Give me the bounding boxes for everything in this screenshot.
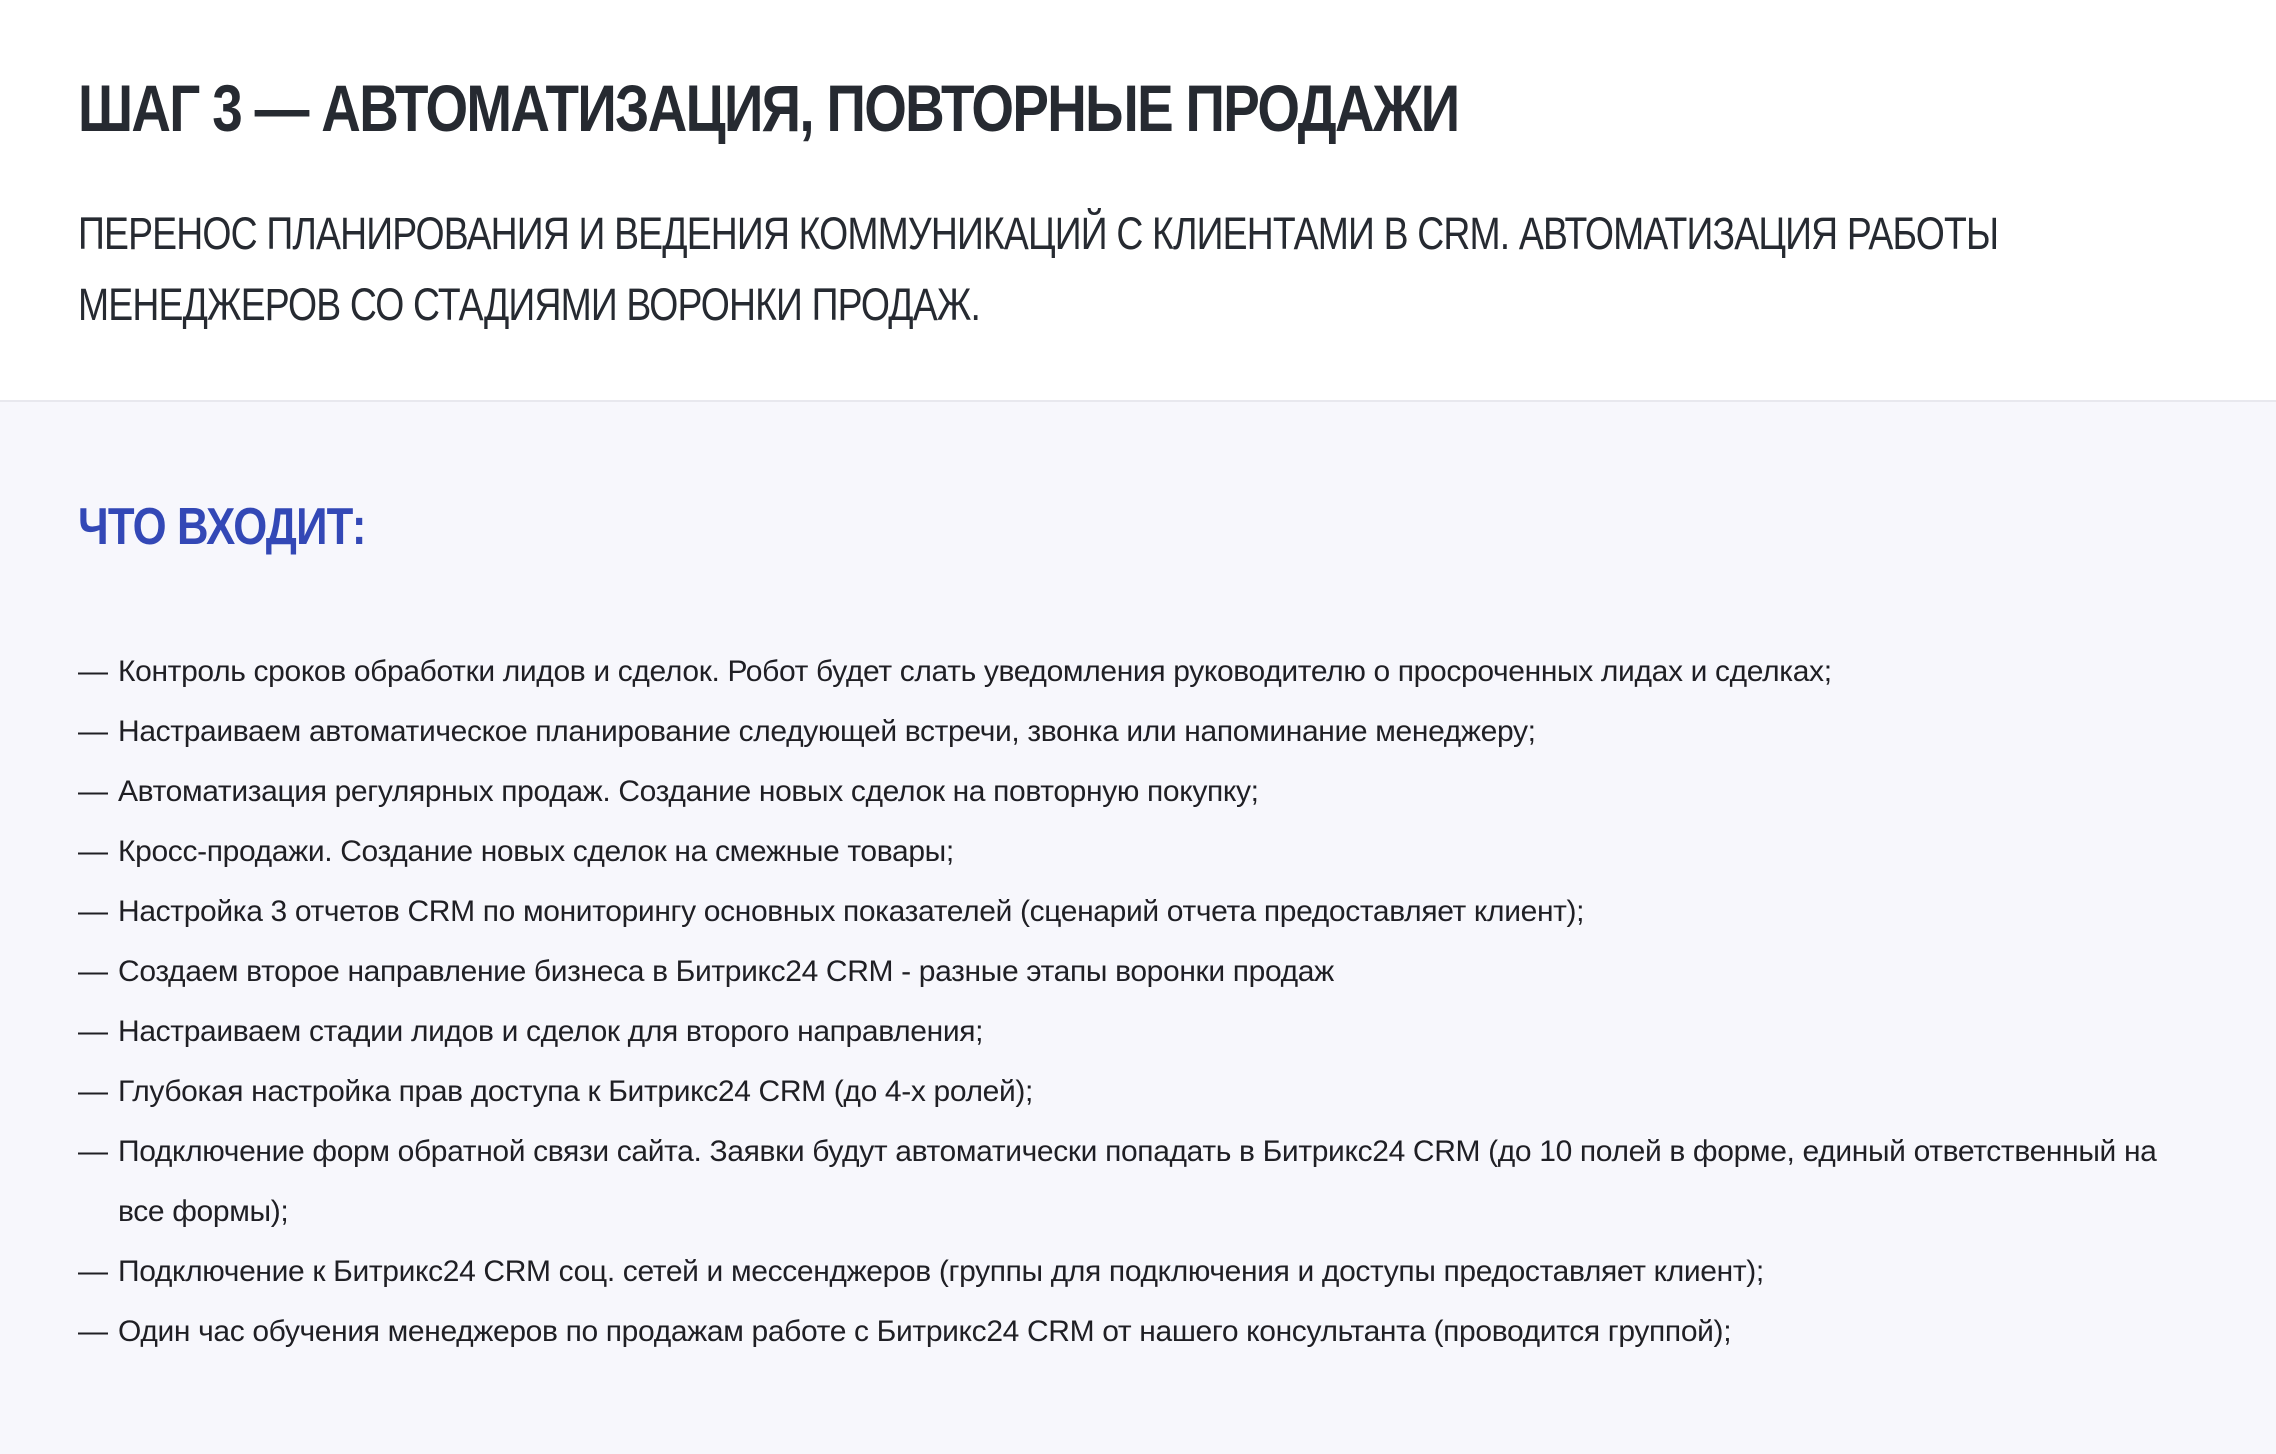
list-item [78, 882, 2198, 942]
list-item [78, 1062, 2198, 1122]
dash-marker: — [78, 955, 108, 988]
list-item [78, 762, 2198, 822]
list-item-text: Подключение форм обратной связи сайта. Заявки будут автоматически попадать в Битрикс24 CRM (до 10 полей в форме, единый ответственный на все формы); [118, 1135, 2157, 1228]
dash-marker: — [78, 1015, 108, 1048]
list-item [78, 1242, 2198, 1302]
list-item-text: Создаем второе направление бизнеса в Битрикс24 CRM - разные этапы воронки продаж [118, 955, 1334, 988]
list-item-text: Один час обучения менеджеров по продажам работе с Битрикс24 CRM от нашего консультанта (проводится группой); [118, 1315, 1732, 1348]
page-title: ШАГ 3 — АВТОМАТИЗАЦИЯ, ПОВТОРНЫЕ ПРОДАЖИ [78, 71, 1459, 145]
list-item-text: Глубокая настройка прав доступа к Битрикс24 CRM (до 4-х ролей); [118, 1075, 1034, 1108]
list-item [78, 822, 2198, 882]
page-subtitle: ПЕРЕНОС ПЛАНИРОВАНИЯ И ВЕДЕНИЯ КОММУНИКАЦИЙ С КЛИЕНТАМИ В CRM. АВТОМАТИЗАЦИЯ РАБОТЫ МЕНЕДЖЕРОВ СО СТАДИЯМИ ВОРОНКИ ПРОДАЖ. [78, 208, 1999, 330]
list-item-text: Настраиваем автоматическое планирование следующей встречи, звонка или напоминание менеджеру; [118, 715, 1536, 748]
list-item-text: Настройка 3 отчетов CRM по мониторингу основных показателей (сценарий отчета предоставляет клиент); [118, 895, 1585, 928]
dash-marker: — [78, 775, 108, 808]
included-section [0, 402, 2276, 1454]
step-header [0, 0, 2276, 402]
dash-marker: — [78, 835, 108, 868]
dash-marker: — [78, 1135, 108, 1168]
list-item [78, 642, 2198, 702]
included-features-list [78, 642, 2198, 1362]
list-item [78, 1122, 2198, 1242]
list-item [78, 1002, 2198, 1062]
dash-marker: — [78, 1075, 108, 1108]
dash-marker: — [78, 1255, 108, 1288]
list-item-text: Контроль сроков обработки лидов и сделок. Робот будет слать уведомления руководителю о просроченных лидах и сделках; [118, 655, 1832, 688]
list-item [78, 1302, 2198, 1362]
dash-marker: — [78, 1315, 108, 1348]
dash-marker: — [78, 655, 108, 688]
list-item [78, 942, 2198, 1002]
dash-marker: — [78, 715, 108, 748]
list-item-text: Подключение к Битрикс24 CRM соц. сетей и мессенджеров (группы для подключения и доступы предоставляет клиент); [118, 1255, 1764, 1288]
dash-marker: — [78, 895, 108, 928]
list-item-text: Автоматизация регулярных продаж. Создание новых сделок на повторную покупку; [118, 775, 1259, 808]
included-heading: ЧТО ВХОДИТ: [78, 498, 366, 556]
list-item-text: Настраиваем стадии лидов и сделок для второго направления; [118, 1015, 984, 1048]
list-item [78, 702, 2198, 762]
list-item-text: Кросс-продажи. Создание новых сделок на смежные товары; [118, 835, 954, 868]
